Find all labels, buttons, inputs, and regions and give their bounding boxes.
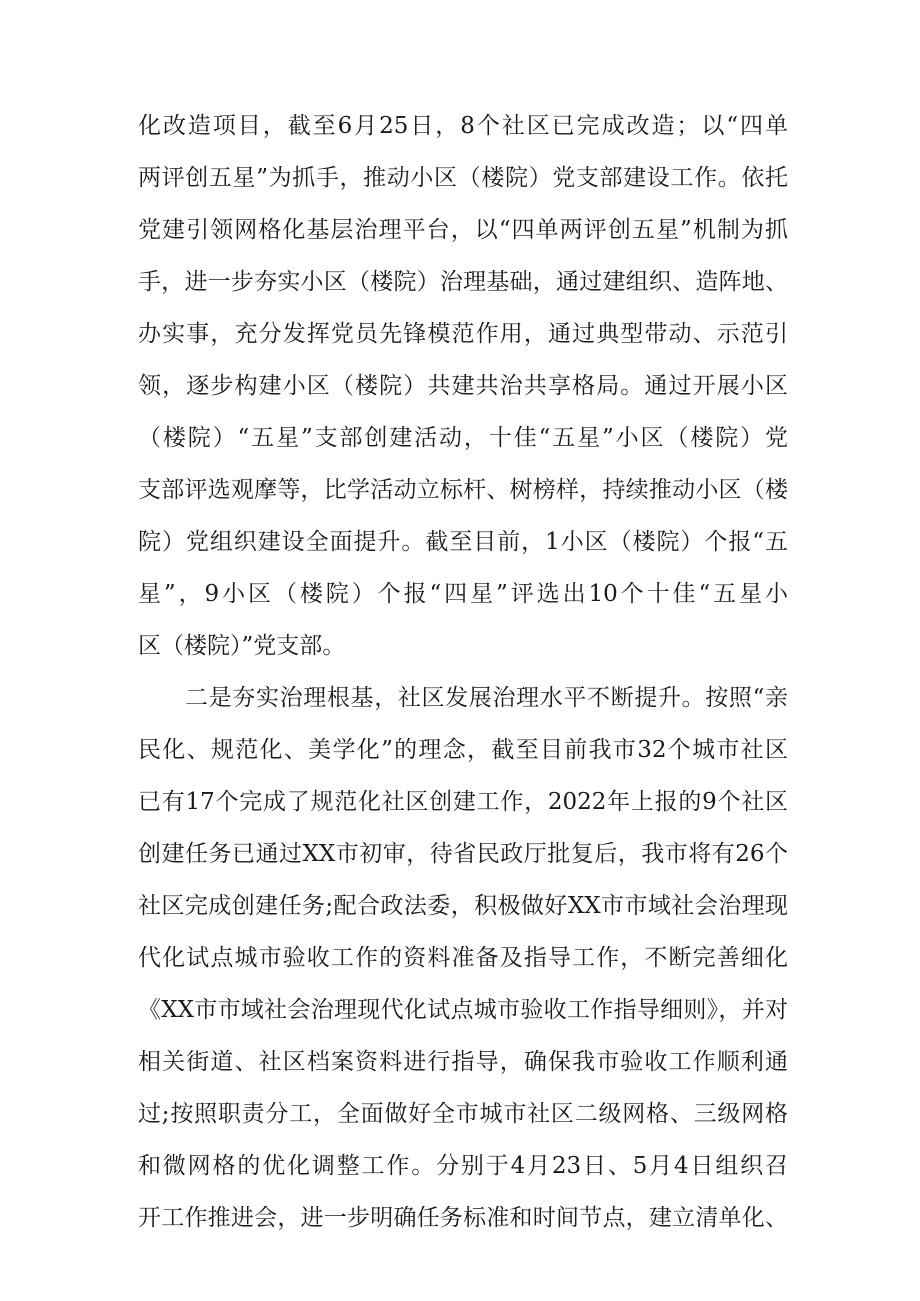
text-line-2: 两评创五星”为抓手，推动小区（楼院）党支部建设工作。依托 [138, 165, 788, 191]
text-line-8: 支部评选观摩等，比学活动立标杆、树榜样，持续推动小区（楼 [138, 477, 788, 503]
text-line-4: 手，进一步夯实小区（楼院）治理基础，通过建组织、造阵地、 [138, 269, 788, 295]
text-line-14: 已有17个完成了规范化社区创建工作，2022年上报的9个社区 [138, 789, 788, 815]
text-line-21: 和微网格的优化调整工作。分别于4月23日、5月4日组织召 [138, 1153, 788, 1179]
text-line-17: 代化试点城市验收工作的资料准备及指导工作，不断完善细化 [138, 945, 788, 971]
text-line-9: 院）党组织建设全面提升。截至目前，1小区（楼院）个报“五 [138, 529, 788, 555]
text-line-1: 化改造项目，截至6月25日，8个社区已完成改造；以“四单 [138, 113, 788, 139]
text-line-16: 社区完成创建任务;配合政法委，积极做好XX市市域社会治理现 [138, 893, 788, 919]
text-line-19: 相关街道、社区档案资料进行指导，确保我市验收工作顺利通 [138, 1049, 788, 1075]
text-line-20: 过;按照职责分工，全面做好全市城市社区二级网格、三级网格 [138, 1101, 788, 1127]
text-line-10: 星”，9小区（楼院）个报“四星”评选出10个十佳“五星小 [138, 581, 788, 607]
text-line-22: 开工作推进会，进一步明确任务标准和时间节点，建立清单化、 [138, 1205, 788, 1231]
text-line-18: 《XX市市域社会治理现代化试点城市验收工作指导细则》，并对 [138, 997, 788, 1023]
text-line-15: 创建任务已通过XX市初审，待省民政厅批复后，我市将有26个 [138, 841, 788, 867]
paragraph-2-first-line: 二是夯实治理根基，社区发展治理水平不断提升。按照“亲 [185, 685, 788, 711]
text-line-3: 党建引领网格化基层治理平台，以“四单两评创五星”机制为抓 [138, 217, 788, 243]
text-line-7: （楼院）“五星”支部创建活动，十佳“五星”小区（楼院）党 [138, 425, 788, 451]
text-line-6: 领，逐步构建小区（楼院）共建共治共享格局。通过开展小区 [138, 373, 788, 399]
text-line-5: 办实事，充分发挥党员先锋模范作用，通过典型带动、示范引 [138, 321, 788, 347]
text-line-11: 区（楼院）”党支部。 [138, 633, 346, 659]
text-line-13: 民化、规范化、美学化”的理念，截至目前我市32个城市社区 [138, 737, 788, 763]
